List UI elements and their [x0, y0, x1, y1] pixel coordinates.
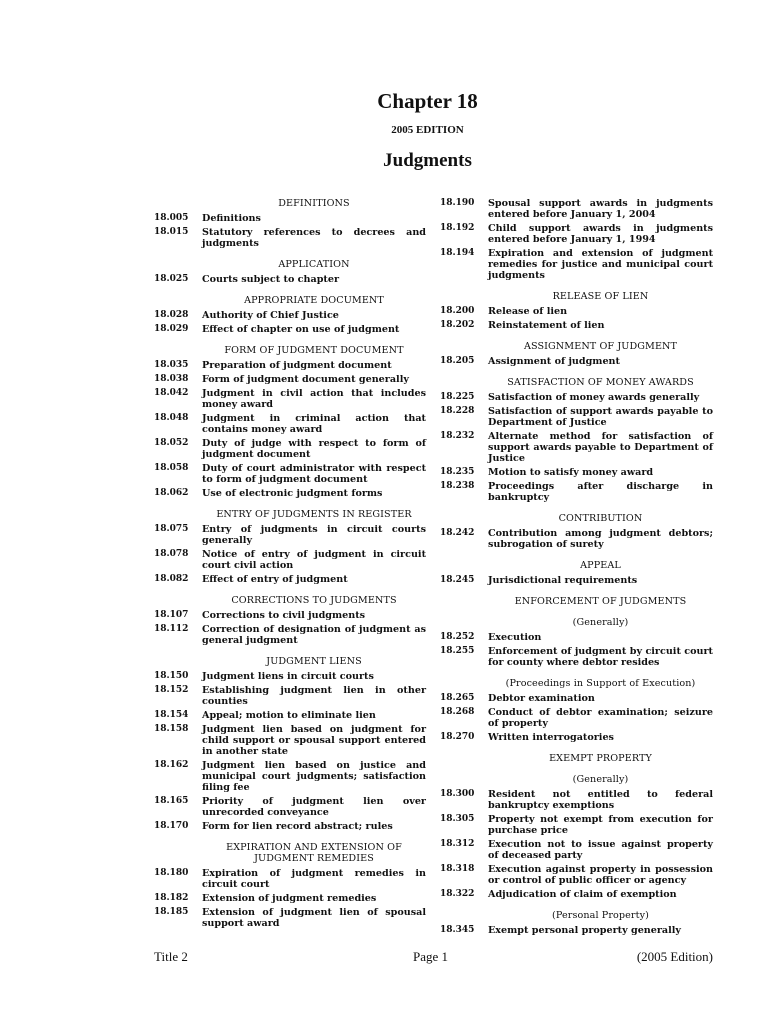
section-title: Form of judgment document generally — [202, 374, 409, 385]
toc-entry — [440, 320, 713, 331]
section-title: Duty of judge with respect to form of judgment document — [202, 438, 426, 460]
section-title: Statutory references to decrees and judgments — [202, 227, 426, 249]
section-number: 18.182 — [154, 893, 189, 903]
right-column — [440, 198, 713, 939]
toc-entry — [154, 724, 426, 757]
section-number: 18.058 — [154, 463, 189, 473]
toc-entry — [154, 374, 426, 385]
toc-entry — [440, 481, 713, 503]
toc-entry — [154, 488, 426, 499]
section-title: Child support awards in judgments entered before January 1, 1994 — [488, 223, 713, 245]
section-number: 18.170 — [154, 821, 189, 831]
section-heading: (Generally) — [572, 617, 629, 628]
section-heading: CORRECTIONS TO JUDGMENTS — [231, 595, 397, 606]
section-heading: ENFORCEMENT OF JUDGMENTS — [514, 596, 687, 607]
toc-entry — [440, 693, 713, 704]
section-title: Expiration and extension of judgment remedies for justice and municipal court judgments — [488, 248, 713, 281]
section-heading: ENTRY OF JUDGMENTS IN REGISTER — [216, 509, 412, 520]
section-number: 18.225 — [440, 392, 475, 402]
section-title: Property not exempt from execution for purchase price — [488, 814, 713, 836]
section-heading: SATISFACTION OF MONEY AWARDS — [507, 377, 694, 388]
section-number: 18.205 — [440, 356, 475, 366]
section-title: Entry of judgments in circuit courts generally — [202, 524, 426, 546]
toc-entry — [440, 431, 713, 464]
toc-entry — [440, 925, 713, 936]
toc-entry — [154, 574, 426, 585]
section-title: Extension of judgment lien of spousal support award — [202, 907, 426, 929]
section-title: Effect of entry of judgment — [202, 574, 348, 585]
section-heading: (Proceedings in Support of Execution) — [505, 678, 696, 689]
section-number: 18.158 — [154, 724, 189, 734]
section-number: 18.270 — [440, 732, 475, 742]
section-number: 18.107 — [154, 610, 189, 620]
toc-entry — [440, 392, 713, 403]
toc-entry — [440, 356, 713, 367]
section-title: Notice of entry of judgment in circuit court civil action — [202, 549, 426, 571]
section-heading: (Generally) — [572, 774, 629, 785]
toc-entry — [154, 310, 426, 321]
toc-entry — [440, 839, 713, 861]
toc-entry — [154, 821, 426, 832]
toc-entry — [154, 610, 426, 621]
section-number: 18.202 — [440, 320, 475, 330]
toc-entry — [440, 789, 713, 811]
toc-entry — [440, 406, 713, 428]
section-title: Execution against property in possession or control of public officer or agency — [488, 864, 713, 886]
section-title: Written interrogatories — [488, 732, 614, 743]
toc-entry — [440, 198, 713, 220]
toc-entry — [440, 732, 713, 743]
section-heading: EXEMPT PROPERTY — [549, 753, 652, 764]
section-heading: APPROPRIATE DOCUMENT — [244, 295, 384, 306]
section-number: 18.052 — [154, 438, 189, 448]
section-number: 18.312 — [440, 839, 475, 849]
toc-entry — [154, 274, 426, 285]
section-title: Proceedings after discharge in bankruptcy — [488, 481, 713, 503]
footer-edition: (2005 Edition) — [636, 949, 713, 964]
section-title: Enforcement of judgment by circuit court for county where debtor resides — [488, 646, 713, 668]
section-number: 18.150 — [154, 671, 189, 681]
chapter-title: Chapter 18 — [377, 89, 478, 113]
section-heading: JUDGMENT LIENS — [266, 656, 362, 667]
toc-entry — [154, 671, 426, 682]
toc-entry — [440, 248, 713, 281]
section-title: Extension of judgment remedies — [202, 893, 377, 904]
toc-entry — [154, 685, 426, 707]
section-number: 18.238 — [440, 481, 475, 491]
section-heading: APPLICATION — [278, 259, 350, 270]
section-number: 18.062 — [154, 488, 189, 498]
section-number: 18.005 — [154, 213, 189, 223]
section-number: 18.228 — [440, 406, 475, 416]
section-number: 18.029 — [154, 324, 189, 334]
section-number: 18.048 — [154, 413, 189, 423]
section-heading: RELEASE OF LIEN — [552, 291, 649, 302]
section-title: Conduct of debtor examination; seizure of property — [488, 707, 713, 729]
toc-entry — [440, 467, 713, 478]
section-title: Courts subject to chapter — [202, 274, 340, 285]
toc-entry — [154, 710, 426, 721]
section-number: 18.075 — [154, 524, 189, 534]
section-number: 18.242 — [440, 528, 475, 538]
toc-entry — [440, 528, 713, 550]
section-title: Execution — [488, 632, 542, 643]
section-title: Establishing judgment lien in other counties — [202, 685, 426, 707]
edition-label: 2005 EDITION — [391, 124, 464, 136]
section-title: Debtor examination — [488, 693, 595, 704]
section-title: Definitions — [202, 213, 261, 224]
section-number: 18.028 — [154, 310, 189, 320]
section-number: 18.300 — [440, 789, 475, 799]
section-number: 18.252 — [440, 632, 475, 642]
section-title: Appeal; motion to eliminate lien — [202, 710, 376, 721]
section-number: 18.268 — [440, 707, 475, 717]
section-number: 18.162 — [154, 760, 189, 770]
section-number: 18.265 — [440, 693, 475, 703]
section-number: 18.322 — [440, 889, 475, 899]
toc-entry — [154, 524, 426, 546]
section-number: 18.038 — [154, 374, 189, 384]
section-number: 18.318 — [440, 864, 475, 874]
toc-entry — [440, 306, 713, 317]
section-number: 18.232 — [440, 431, 475, 441]
section-title: Duty of court administrator with respect to form of judgment document — [202, 463, 426, 485]
section-title: Preparation of judgment document — [202, 360, 392, 371]
section-title: Judgment lien based on justice and municipal court judgments; satisfaction filing fee — [202, 760, 426, 793]
section-title: Form for lien record abstract; rules — [202, 821, 393, 832]
section-title: Correction of designation of judgment as general judgment — [202, 624, 426, 646]
section-heading: CONTRIBUTION — [558, 513, 643, 524]
section-title: Spousal support awards in judgments entered before January 1, 2004 — [488, 198, 713, 220]
section-title: Motion to satisfy money award — [488, 467, 654, 478]
section-number: 18.015 — [154, 227, 189, 237]
section-title: Effect of chapter on use of judgment — [202, 324, 400, 335]
toc-entry — [440, 889, 713, 900]
section-heading: APPEAL — [580, 560, 621, 571]
section-title: Judgment in criminal action that contains money award — [202, 413, 426, 435]
toc-entry — [154, 624, 426, 646]
section-number: 18.255 — [440, 646, 475, 656]
toc-entry — [154, 438, 426, 460]
section-number: 18.192 — [440, 223, 475, 233]
toc-entry — [154, 760, 426, 793]
section-title: Contribution among judgment debtors; subrogation of surety — [488, 528, 713, 550]
toc-entry — [154, 907, 426, 929]
section-title: Resident not entitled to federal bankruptcy exemptions — [488, 789, 713, 811]
section-number: 18.082 — [154, 574, 189, 584]
section-title: Priority of judgment lien over unrecorded conveyance — [202, 796, 426, 818]
section-title: Corrections to civil judgments — [202, 610, 366, 621]
toc-entry — [154, 213, 426, 224]
section-number: 18.245 — [440, 575, 475, 585]
toc-entry — [154, 463, 426, 485]
section-heading: FORM OF JUDGMENT DOCUMENT — [224, 345, 404, 356]
toc-entry — [440, 575, 713, 586]
toc-entry — [440, 223, 713, 245]
toc-entry — [440, 814, 713, 836]
section-title: Exempt personal property generally — [488, 925, 682, 936]
footer-page-number: Page 1 — [413, 949, 449, 964]
section-number: 18.200 — [440, 306, 475, 316]
toc-entry — [440, 864, 713, 886]
section-title: Reinstatement of lien — [488, 320, 605, 331]
left-column — [154, 198, 426, 932]
section-heading: DEFINITIONS — [278, 198, 350, 209]
toc-entry — [440, 632, 713, 643]
section-number: 18.165 — [154, 796, 189, 806]
toc-entry — [154, 796, 426, 818]
section-number: 18.190 — [440, 198, 475, 208]
section-heading: (Personal Property) — [552, 910, 649, 921]
footer-title: Title 2 — [154, 949, 188, 964]
section-number: 18.305 — [440, 814, 475, 824]
section-number: 18.185 — [154, 907, 189, 917]
section-number: 18.235 — [440, 467, 475, 477]
section-number: 18.154 — [154, 710, 189, 720]
section-number: 18.152 — [154, 685, 189, 695]
section-number: 18.025 — [154, 274, 189, 284]
section-title: Satisfaction of support awards payable to Department of Justice — [488, 406, 713, 428]
toc-entry — [154, 388, 426, 410]
toc-entry — [154, 549, 426, 571]
section-title: Authority of Chief Justice — [202, 310, 339, 321]
section-title: Alternate method for satisfaction of support awards payable to Department of Justice — [488, 431, 713, 464]
section-number: 18.112 — [154, 624, 189, 634]
section-title: Satisfaction of money awards generally — [488, 392, 700, 403]
section-number: 18.180 — [154, 868, 189, 878]
section-number: 18.042 — [154, 388, 189, 398]
section-title: Judgment in civil action that includes money award — [202, 388, 426, 410]
section-title: Assignment of judgment — [488, 356, 620, 367]
section-number: 18.194 — [440, 248, 475, 258]
section-title: Judgment liens in circuit courts — [202, 671, 374, 682]
section-title: Release of lien — [488, 306, 568, 317]
section-title: Use of electronic judgment forms — [202, 488, 383, 499]
section-title: Execution not to issue against property of deceased party — [488, 839, 713, 861]
section-heading: ASSIGNMENT OF JUDGMENT — [523, 341, 678, 352]
toc-entry — [440, 707, 713, 729]
section-number: 18.035 — [154, 360, 189, 370]
toc-entry — [154, 360, 426, 371]
chapter-subject: Judgments — [383, 150, 472, 171]
toc-entry — [440, 646, 713, 668]
section-title: Judgment lien based on judgment for child support or spousal support entered in another state — [202, 724, 426, 757]
section-number: 18.345 — [440, 925, 475, 935]
section-title: Expiration of judgment remedies in circuit court — [202, 868, 426, 890]
toc-entry — [154, 893, 426, 904]
toc-entry — [154, 413, 426, 435]
toc-entry — [154, 324, 426, 335]
section-number: 18.078 — [154, 549, 189, 559]
section-title: Adjudication of claim of exemption — [488, 889, 677, 900]
toc-entry — [154, 868, 426, 890]
section-title: Jurisdictional requirements — [488, 575, 638, 586]
section-heading: EXPIRATION AND EXTENSION OF JUDGMENT REMEDIES — [226, 842, 402, 864]
toc-entry — [154, 227, 426, 249]
